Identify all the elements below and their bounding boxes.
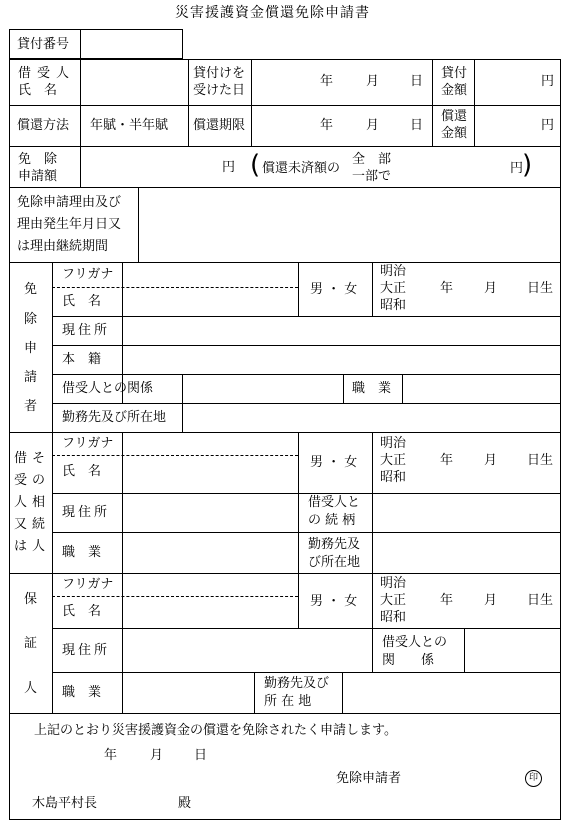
seal-mark: 印 <box>525 770 542 787</box>
guarantor-birth-year: 年 <box>440 593 454 608</box>
heir-era-1[interactable]: 明治 <box>380 436 407 451</box>
declaration-statement: 上記のとおり災害援護資金の償還を免除されたく申請します。 <box>34 723 397 738</box>
guarantor-era-1[interactable]: 明治 <box>380 576 407 591</box>
guarantor-relation-field[interactable] <box>465 629 560 671</box>
applicant-furigana-label: フリガナ <box>62 267 114 282</box>
unrepaid-yen: 円 <box>510 161 524 176</box>
signer-name-field[interactable] <box>410 766 520 788</box>
borrower-label-bottom: 氏 名 <box>18 83 58 98</box>
guarantor-era-3[interactable]: 昭和 <box>380 610 407 625</box>
repayment-method-label: 償還方法 <box>17 118 70 133</box>
reason-label-line-1: 免除申請理由及び <box>17 195 122 210</box>
heir-section-col1-char-1: 借 <box>14 451 28 466</box>
applicant-address-field[interactable] <box>123 317 560 344</box>
exemption-amount-label-bottom: 申請額 <box>18 169 58 184</box>
addressee-honorific: 殿 <box>178 796 192 811</box>
repayment-amount-yen: 円 <box>541 118 555 133</box>
borrower-name-field[interactable] <box>81 60 187 104</box>
heir-era-3[interactable]: 昭和 <box>380 470 407 485</box>
repayment-deadline-label: 償還期限 <box>193 118 246 133</box>
heir-section-col1-char-4: 又 <box>14 517 28 532</box>
applicant-furigana-field[interactable] <box>123 263 297 286</box>
heir-furigana-label: フリガナ <box>62 436 114 451</box>
guarantor-relation-label-bottom: 関 係 <box>382 653 435 668</box>
applicant-era-1[interactable]: 明治 <box>380 264 407 279</box>
heir-birth-day: 日生 <box>527 453 554 468</box>
application-date-day: 日 <box>194 748 208 763</box>
guarantor-furigana-label: フリガナ <box>62 577 114 592</box>
heir-furigana-field[interactable] <box>123 433 297 454</box>
unrepaid-label: 償還未済額の <box>262 161 341 176</box>
heir-relation-label-bottom: の 続 柄 <box>308 513 356 528</box>
guarantor-occupation-field[interactable] <box>123 673 253 712</box>
loan-number-field[interactable] <box>81 30 182 58</box>
loan-date-day: 日 <box>410 74 424 89</box>
reason-field[interactable] <box>139 188 560 261</box>
heir-address-field[interactable] <box>123 494 297 531</box>
repayment-amount-label-bottom: 金額 <box>441 126 468 141</box>
applicant-era-2[interactable]: 大正 <box>380 281 407 296</box>
heir-workplace-label-top: 勤務先及 <box>308 537 361 552</box>
applicant-section-char-2: 除 <box>24 312 38 327</box>
heir-birth-year: 年 <box>440 453 454 468</box>
part-option[interactable]: 一部で <box>352 169 392 184</box>
loan-amount-yen: 円 <box>541 74 555 89</box>
guarantor-section-char-1: 保 <box>24 592 38 607</box>
guarantor-era-2[interactable]: 大正 <box>380 593 407 608</box>
applicant-section-char-3: 申 <box>24 341 38 356</box>
guarantor-workplace-label-bottom: 所 在 地 <box>264 694 312 709</box>
applicant-occupation-field[interactable] <box>403 375 560 402</box>
applicant-section-char-4: 請 <box>24 370 38 385</box>
applicant-name-field[interactable] <box>123 288 297 315</box>
heir-section-col2-char-2: の <box>32 473 46 488</box>
applicant-workplace-label: 勤務先及び所在地 <box>62 410 167 425</box>
applicant-workplace-field[interactable] <box>183 404 560 431</box>
addressee: 木島平村長 <box>32 796 98 811</box>
applicant-address-label: 現住所 <box>62 323 111 338</box>
applicant-birth-year: 年 <box>440 281 454 296</box>
guarantor-name-label: 氏 名 <box>62 604 102 619</box>
heir-section-col2-char-3: 相 <box>32 495 46 510</box>
repayment-amount-field[interactable] <box>475 106 560 145</box>
heir-workplace-field[interactable] <box>373 533 560 572</box>
applicant-section-char-1: 免 <box>24 282 38 297</box>
heir-name-field[interactable] <box>123 456 297 492</box>
heir-workplace-label-bottom: び所在地 <box>308 555 361 570</box>
guarantor-address-label: 現住所 <box>62 643 111 658</box>
guarantor-birth-day: 日生 <box>527 593 554 608</box>
heir-sex[interactable]: 男 ・ 女 <box>310 455 358 470</box>
repayment-deadline-year: 年 <box>320 118 334 133</box>
application-date-field[interactable] <box>60 744 220 766</box>
applicant-relation-label: 借受人との関係 <box>62 381 154 396</box>
open-paren: ( <box>250 150 261 180</box>
applicant-name-label: 氏 名 <box>62 294 102 309</box>
heir-era-2[interactable]: 大正 <box>380 453 407 468</box>
loan-date-year: 年 <box>320 74 334 89</box>
heir-birth-month: 月 <box>484 453 498 468</box>
reason-label-line-2: 理由発生年月日又 <box>17 217 122 232</box>
guarantor-workplace-label-top: 勤務先及び <box>264 676 330 691</box>
guarantor-birth-month: 月 <box>484 593 498 608</box>
exemption-amount-field[interactable] <box>81 147 216 186</box>
loan-date-field[interactable] <box>252 60 431 104</box>
guarantor-name-field[interactable] <box>123 597 297 627</box>
loan-amount-label-top: 貸付 <box>441 66 468 81</box>
application-date-year: 年 <box>104 748 118 763</box>
heir-occupation-label: 職 業 <box>62 545 102 560</box>
applicant-domicile-label: 本 籍 <box>62 352 102 367</box>
exemption-amount-yen: 円 <box>222 160 236 175</box>
loan-date-label-top: 貸付けを <box>193 66 246 81</box>
guarantor-occupation-label: 職 業 <box>62 685 102 700</box>
applicant-birth-day: 日生 <box>527 281 554 296</box>
heir-address-label: 現住所 <box>62 505 111 520</box>
repayment-deadline-field[interactable] <box>252 106 431 145</box>
repayment-method-value[interactable]: 年賦・半年賦 <box>90 118 169 133</box>
close-paren: ) <box>522 150 533 180</box>
heir-relation-label-top: 借受人と <box>308 495 361 510</box>
heir-section-col2-char-1: そ <box>32 451 46 466</box>
all-option[interactable]: 全 部 <box>352 152 392 167</box>
applicant-section-char-5: 者 <box>24 399 38 414</box>
heir-section-col1-char-3: 人 <box>14 495 28 510</box>
loan-amount-field[interactable] <box>475 60 560 104</box>
guarantor-address-field[interactable] <box>123 629 371 671</box>
guarantor-sex[interactable]: 男 ・ 女 <box>310 594 358 609</box>
heir-section-col2-char-5: 人 <box>32 539 46 554</box>
applicant-domicile-field[interactable] <box>123 346 560 373</box>
application-date-month: 月 <box>150 748 164 763</box>
guarantor-furigana-field[interactable] <box>123 574 297 595</box>
heir-name-label: 氏 名 <box>62 464 102 479</box>
exemption-amount-label-top: 免 除 <box>18 152 58 167</box>
loan-number-label: 貸付番号 <box>17 37 70 52</box>
repayment-amount-label-top: 償還 <box>441 109 468 124</box>
applicant-relation-field[interactable] <box>183 375 342 402</box>
heir-occupation-field[interactable] <box>123 533 297 572</box>
guarantor-relation-label-top: 借受人との <box>382 635 448 650</box>
page-title: 災害援護資金償還免除申請書 <box>175 5 370 21</box>
applicant-birth-month: 月 <box>484 281 498 296</box>
borrower-label-top: 借受人 <box>18 66 76 81</box>
guarantor-section-char-3: 人 <box>24 681 38 696</box>
guarantor-workplace-field[interactable] <box>343 673 560 712</box>
signer-label: 免除申請者 <box>336 771 402 786</box>
loan-date-month: 月 <box>366 74 380 89</box>
loan-amount-label-bottom: 金額 <box>441 83 468 98</box>
repayment-deadline-day: 日 <box>410 118 424 133</box>
applicant-occupation-label: 職 業 <box>352 381 392 396</box>
heir-section-col1-char-5: は <box>14 539 28 554</box>
heir-relation-field[interactable] <box>373 494 560 531</box>
applicant-sex[interactable]: 男 ・ 女 <box>310 282 358 297</box>
applicant-era-3[interactable]: 昭和 <box>380 298 407 313</box>
repayment-deadline-month: 月 <box>366 118 380 133</box>
reason-label-line-3: は理由継続期間 <box>17 239 109 254</box>
heir-section-col1-char-2: 受 <box>14 473 28 488</box>
guarantor-section-char-2: 証 <box>24 636 38 651</box>
heir-section-col2-char-4: 続 <box>32 517 46 532</box>
loan-date-label-bottom: 受けた日 <box>193 83 246 98</box>
